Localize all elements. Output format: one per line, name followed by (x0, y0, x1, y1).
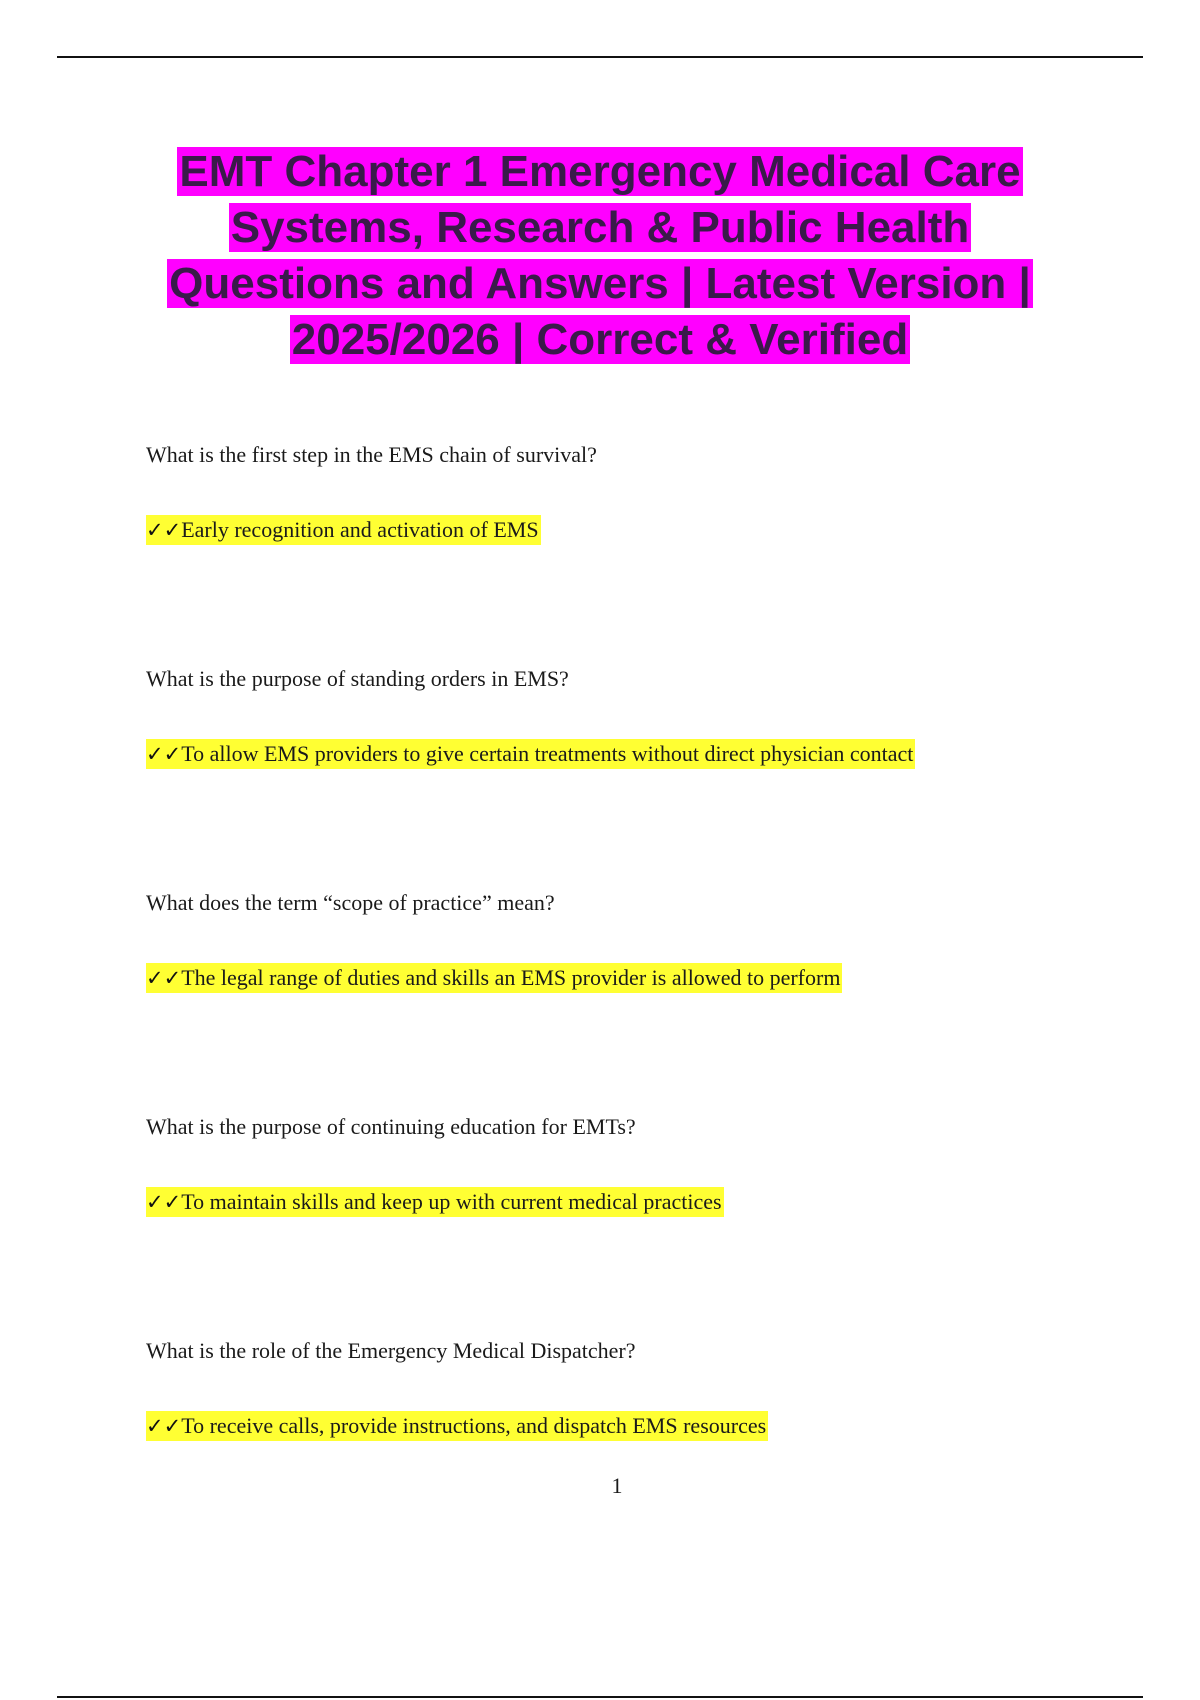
answer-text: To allow EMS providers to give certain treatments without direct physician contact (181, 741, 914, 766)
answer-highlight (146, 1187, 724, 1217)
answer-row (146, 963, 1146, 993)
double-check-icon: ✓✓ (146, 1414, 182, 1438)
answer-highlight (146, 1411, 768, 1441)
double-check-icon: ✓✓ (146, 1190, 182, 1214)
answer-row (146, 739, 1146, 769)
answer-text: The legal range of duties and skills an EMS provider is allowed to perform (181, 965, 841, 990)
answer-highlight (146, 963, 842, 993)
answer-row (146, 1411, 1146, 1441)
answer-row (146, 1187, 1146, 1217)
answer-highlight (146, 515, 541, 545)
answer-text: To receive calls, provide instructions, and dispatch EMS resources (181, 1413, 767, 1438)
answer-highlight (146, 739, 915, 769)
answer-text: Early recognition and activation of EMS (181, 517, 539, 542)
question-text: What is the first step in the EMS chain of survival? (146, 442, 597, 467)
double-check-icon: ✓✓ (146, 518, 182, 542)
qa-item (146, 1337, 1146, 1441)
double-check-icon: ✓✓ (146, 742, 182, 766)
question-text: What does the term “scope of practice” mean? (146, 890, 555, 915)
page-number: 1 (611, 1473, 623, 1498)
qa-item (146, 441, 1146, 545)
document-title-block (120, 144, 1080, 368)
qa-item (146, 1113, 1146, 1217)
answer-text: To maintain skills and keep up with current medical practices (181, 1189, 722, 1214)
answer-row (146, 515, 1146, 545)
document-title: EMT Chapter 1 Emergency Medical Care Systems, Research & Public Health Questions and Answers | Latest Version | 2025/2026 | Correct & Verified (169, 147, 1031, 364)
question-text: What is the role of the Emergency Medical Dispatcher? (146, 1338, 636, 1363)
footer-rule (57, 1696, 1143, 1698)
double-check-icon: ✓✓ (146, 966, 182, 990)
header-rule (57, 56, 1143, 58)
qa-item (146, 889, 1146, 993)
question-text: What is the purpose of standing orders in EMS? (146, 666, 569, 691)
question-text: What is the purpose of continuing education for EMTs? (146, 1114, 636, 1139)
qa-item (146, 665, 1146, 769)
